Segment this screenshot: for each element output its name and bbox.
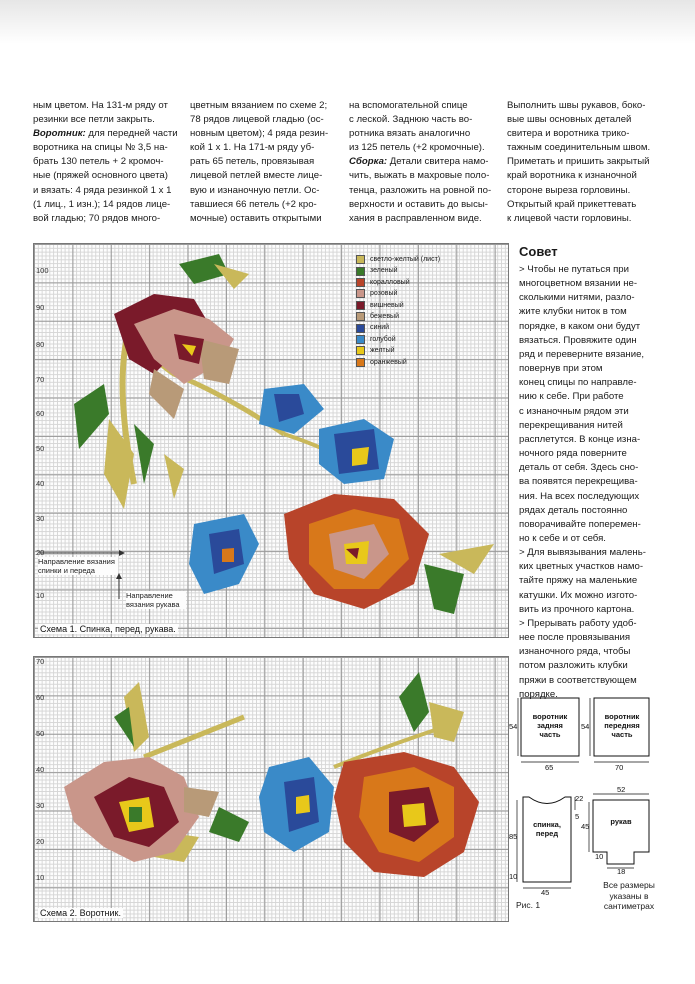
legend-item	[356, 277, 440, 288]
dim-sleeve-h: 45	[581, 822, 590, 831]
text-line: край воротника к изнаночной	[507, 170, 637, 182]
tip-line: ких цветных участков намо-	[519, 561, 644, 573]
text-line: тенца, разложить на ровной по-	[349, 184, 492, 196]
text-line: чить, выжать в махровые поло-	[349, 170, 490, 182]
tip-title: Совет	[519, 244, 558, 259]
figure-label: Рис. 1	[516, 900, 541, 910]
tip-line: > Чтобы не путаться при	[519, 264, 629, 275]
tip-line: пряжи в соответствующем	[519, 674, 637, 686]
legend-item	[356, 254, 440, 265]
text-line: 78 рядов лицевой гладью (ос-	[190, 114, 324, 126]
text-line: свитера и воротника трико-	[507, 128, 630, 140]
tip-line: поворачивайте поперемен-	[519, 518, 641, 530]
text-line: вой гладью; 70 рядов много-	[33, 212, 161, 224]
tip-line: тайте пряжу на маленькие	[519, 575, 638, 587]
back-front-label: спинка, перед	[533, 820, 561, 838]
text-line: верхности и оставить до высы-	[349, 198, 488, 210]
legend-swatch	[356, 255, 365, 264]
tip-line: > Прерывать работу удоб-	[519, 617, 637, 629]
text-line: Открытый край прикеттевать	[507, 198, 637, 210]
text-line: рать 65 петель, провязывая	[190, 156, 315, 168]
chart1-tick: 10	[36, 591, 45, 600]
text-line: к лицевой части горловины.	[507, 212, 632, 224]
dim-sleeve-bottom: 10	[595, 852, 604, 861]
chart1-tick: 80	[36, 340, 45, 349]
tip-line: порядке, в каком они будут	[519, 320, 641, 332]
text-line: с леской. Заднюю часть во-	[349, 114, 473, 126]
text-line: цветным вязанием по схеме 2;	[190, 100, 328, 111]
legend-swatch	[356, 346, 365, 355]
sleeve-label: рукав	[610, 817, 632, 826]
chart1-tick: 30	[36, 514, 45, 523]
tip-line: изнаночного ряда, чтобы	[519, 646, 631, 658]
tip-line: перекрещивания нитей	[519, 419, 623, 431]
text-line: ным цветом. На 131-м ряду от	[33, 100, 168, 111]
chart1-tick: 100	[36, 266, 49, 275]
tip-line: нее после провязывания	[519, 632, 631, 644]
dim-body-side: 5	[575, 812, 580, 821]
legend-label: розовый	[370, 290, 398, 298]
chart1-tick: 90	[36, 303, 45, 312]
legend-label: зеленый	[370, 267, 398, 275]
dim-body-w: 45	[541, 888, 550, 897]
tip-line: но к себе и от себя.	[519, 532, 606, 544]
chart1-tick: 40	[36, 479, 45, 488]
tip-line: сколькими нитями, разло-	[519, 292, 635, 304]
chart2-tick: 10	[36, 873, 45, 882]
legend-label: синий	[370, 324, 390, 332]
dim-collar-front-h: 54	[581, 722, 590, 731]
dim-body-h: 85	[509, 832, 518, 841]
text-line: ротника вязать аналогично	[349, 128, 471, 140]
legend-item	[356, 265, 440, 276]
text-line: из 125 петель (+2 кромочные).	[349, 142, 485, 154]
legend-swatch	[356, 301, 365, 310]
tip-line: рядах деталь постоянно	[519, 504, 628, 516]
color-legend	[356, 254, 440, 368]
text-line: Сборка: Детали свитера намо-	[349, 156, 489, 168]
chart1-tick: 20	[36, 548, 45, 557]
tip-line: вить из прочного картона.	[519, 603, 635, 615]
tip-line: повернув при этом	[519, 363, 603, 375]
chart2-tick: 50	[36, 729, 45, 738]
dim-collar-back-w: 65	[545, 763, 554, 772]
text-line: стороне выреза горловины.	[507, 184, 631, 196]
text-line: кой 1 х 1. На 171-м ряду уб-	[190, 142, 315, 154]
chart2-tick: 40	[36, 765, 45, 774]
tip-line: > Для вывязывания малень-	[519, 547, 646, 559]
tip-line: вязаться. Провяжите один	[519, 334, 637, 346]
legend-item	[356, 357, 440, 368]
dim-body-bottom: 10	[509, 872, 518, 881]
legend-swatch	[356, 358, 365, 367]
text-line: (1 лиц., 1 изн.); 14 рядов лице-	[33, 198, 171, 210]
legend-swatch	[356, 289, 365, 298]
legend-swatch	[356, 278, 365, 287]
text-line: тавшиеся 66 петель (+2 кро-	[190, 198, 317, 210]
legend-swatch	[356, 312, 365, 321]
text-line: брать 130 петель + 2 кромоч-	[33, 156, 164, 168]
text-line: лицевой петлей вместе лице-	[190, 170, 323, 182]
dimensions-note: Все размеры указаны в сантиметрах	[603, 880, 655, 911]
text-line: резинки все петли закрыть.	[33, 114, 155, 126]
text-line: ные (пряжей основного цвета)	[33, 170, 168, 182]
text-column-2	[190, 99, 350, 226]
legend-swatch	[356, 267, 365, 276]
legend-label: голубой	[370, 335, 396, 343]
tip-line: потом разложить клубки	[519, 660, 628, 672]
chart2-tick: 20	[36, 837, 45, 846]
dim-collar-back-h: 54	[509, 722, 518, 731]
dim-collar-front-w: 70	[615, 763, 624, 772]
legend-label: желтый	[370, 347, 395, 355]
legend-label: оранжевый	[370, 358, 407, 366]
legend-item	[356, 300, 440, 311]
legend-item	[356, 334, 440, 345]
tip-text	[519, 263, 669, 702]
tip-line: катушки. Их можно изгото-	[519, 589, 638, 601]
chart2-tick: 30	[36, 801, 45, 810]
collar-back-label: воротник задняя часть	[532, 712, 568, 739]
tip-line: конец спицы по направле-	[519, 377, 637, 389]
chart1-caption: Схема 1. Спинка, перед, рукава.	[40, 624, 176, 634]
legend-item	[356, 322, 440, 333]
dim-sleeve-cuff: 18	[617, 867, 626, 876]
tip-line: ночного ряда поверните	[519, 448, 627, 460]
tip-line: порядке.	[519, 688, 558, 700]
legend-item	[356, 311, 440, 322]
chart1-tick: 50	[36, 444, 45, 453]
tip-line: многоцветном вязании не-	[519, 278, 638, 290]
text-line: мочные) оставить открытыми	[190, 212, 322, 224]
arrow-label-sleeve: Направление вязания рукава	[126, 591, 186, 609]
text-line: хания в расправленном виде.	[349, 212, 482, 224]
text-line: Выполнить швы рукавов, боко-	[507, 100, 646, 111]
tip-line: жите клубки ниток в том	[519, 306, 627, 318]
chart1-tick: 60	[36, 409, 45, 418]
dim-sleeve-w: 52	[617, 785, 626, 794]
legend-label: бежевый	[370, 313, 399, 321]
collar-front-label: воротник передняя часть	[604, 712, 640, 739]
legend-swatch	[356, 324, 365, 333]
chart2-caption: Схема 2. Воротник.	[40, 908, 121, 918]
tip-line: деталь от себя. Здесь сно-	[519, 462, 639, 474]
text-line: Воротник: для передней части	[33, 128, 178, 140]
text-line: вые швы основных деталей	[507, 114, 632, 126]
text-column-4	[507, 99, 667, 226]
text-line: воротника на спицы № 3,5 на-	[33, 142, 168, 154]
legend-swatch	[356, 335, 365, 344]
tip-line: нию к себе. При работе	[519, 391, 624, 403]
text-line: новным цветом); 4 ряда резин-	[190, 128, 329, 140]
tip-line: ряд и переверните вязание,	[519, 348, 645, 360]
chart2-motif	[34, 657, 508, 921]
chart2-tick: 60	[36, 693, 45, 702]
text-line: на вспомогательной спице	[349, 100, 468, 111]
text-line: Приметать и пришить закрытый	[507, 156, 650, 168]
text-line: вую и изнаночную петли. Ос-	[190, 184, 320, 196]
page-top-shade	[0, 0, 695, 44]
legend-item	[356, 345, 440, 356]
text-line: и вязать: 4 ряда резинкой 1 х 1	[33, 184, 172, 196]
text-column-1	[33, 99, 185, 226]
tip-line: ния. На всех последующих	[519, 490, 640, 502]
chart2-tick: 70	[36, 657, 45, 666]
chart1-tick: 70	[36, 375, 45, 384]
tip-line: ва появятся перекрещива-	[519, 476, 638, 488]
knitting-chart-2	[33, 656, 509, 922]
tip-line: с изнаночным рядом эти	[519, 405, 629, 417]
dim-body-top: 22	[575, 794, 584, 803]
legend-label: светло-желтый (лист)	[370, 256, 441, 263]
legend-item	[356, 288, 440, 299]
text-column-3	[349, 99, 499, 226]
tip-line: расплетутся. В конце изна-	[519, 433, 641, 445]
legend-label: коралловый	[370, 278, 410, 286]
legend-label: вишневый	[370, 301, 404, 309]
text-line: тажным соединительным швом.	[507, 142, 651, 154]
arrow-label-back-front: Направление вязания спинки и переда	[38, 557, 118, 575]
